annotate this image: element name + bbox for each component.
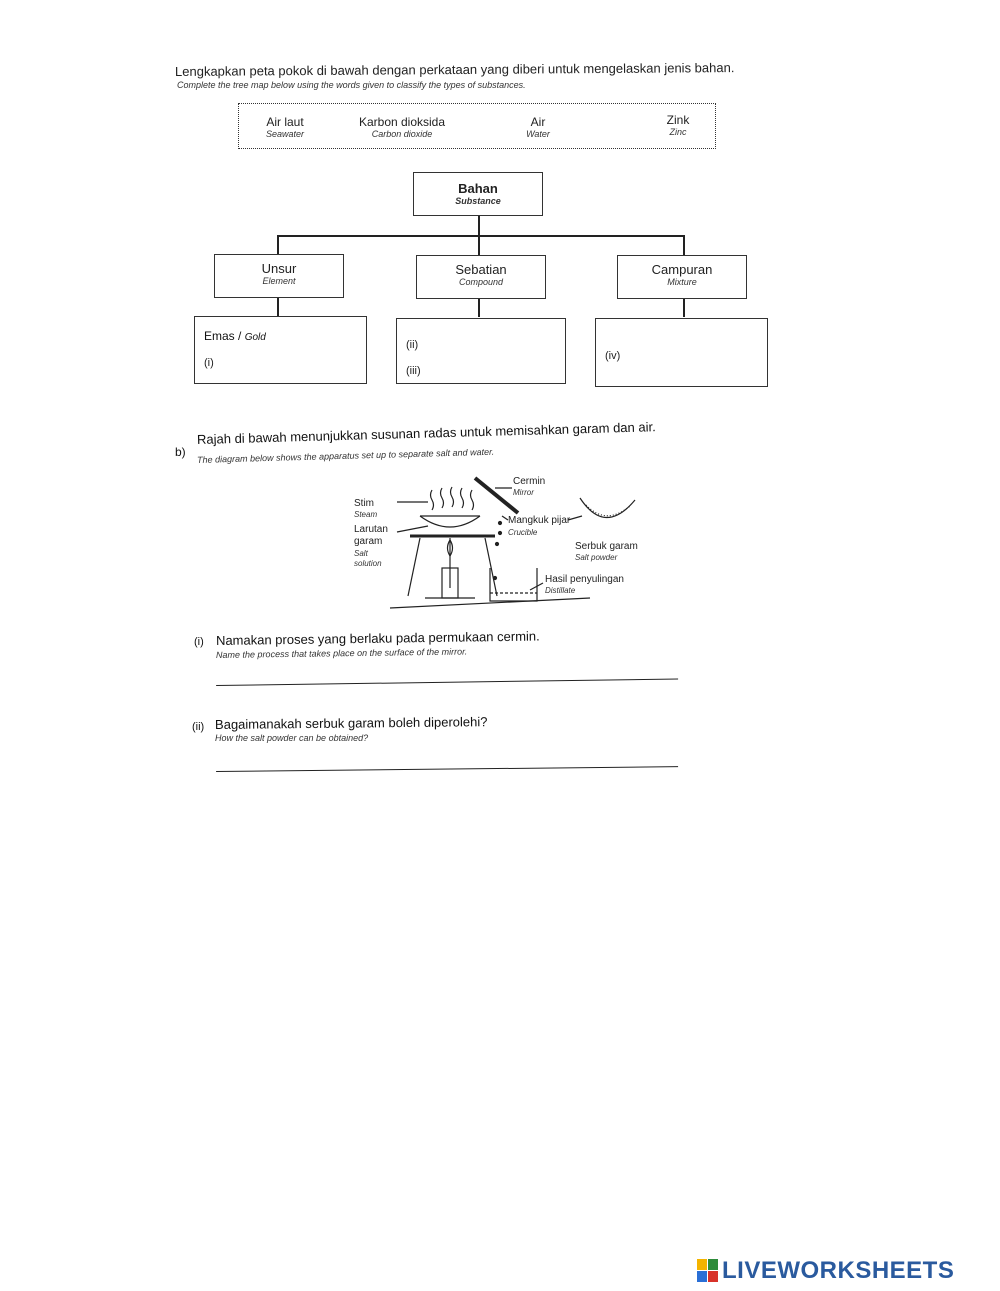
- word-zinc: [655, 113, 701, 137]
- root-box: [413, 172, 543, 216]
- blank-label-i: (i): [204, 357, 214, 369]
- part-b-label: b): [175, 445, 186, 459]
- label-solution-en-2: solution: [354, 559, 382, 568]
- stem-element: [277, 235, 279, 255]
- word-seawater-ms: Air laut: [266, 115, 304, 129]
- answer-input-iv[interactable]: [634, 345, 762, 363]
- instruction-ms: Lengkapkan peta pokok di bawah dengan perkataan yang diberi untuk mengelaskan jenis bahan.: [174, 60, 735, 79]
- label-crucible-en: Crucible: [508, 528, 538, 537]
- root-stem: [478, 216, 480, 236]
- label-powder-ms: Serbuk garam: [575, 541, 638, 552]
- stem-compound: [478, 235, 480, 255]
- word-carbon-dioxide-en: Carbon dioxide: [371, 129, 433, 139]
- compound-label-ms: Sebatian: [455, 262, 507, 277]
- word-zinc-en: Zinc: [669, 127, 687, 137]
- q2-answer-input[interactable]: [216, 746, 678, 772]
- q1-number: (i): [194, 636, 204, 648]
- part-b-question-ms: Rajah di bawah menunjukkan susunan radas untuk memisahkan garam dan air.: [196, 419, 656, 447]
- q1-answer-input[interactable]: [216, 659, 678, 686]
- apparatus-diagram: [350, 468, 650, 613]
- element-label-ms: Unsur: [261, 261, 297, 276]
- word-water-en: Water: [526, 129, 550, 139]
- q1-text-en: Name the process that takes place on the surface of the mirror.: [215, 646, 468, 660]
- word-carbon-dioxide: [350, 115, 454, 139]
- word-water-ms: Air: [530, 115, 546, 129]
- part-b-question-en: The diagram below shows the apparatus set up to separate salt and water.: [196, 446, 495, 465]
- word-seawater-en: Seawater: [265, 129, 305, 139]
- label-steam-en: Steam: [354, 510, 378, 519]
- blank-label-iv: (iv): [605, 350, 621, 362]
- stem-compound-answer: [478, 299, 480, 317]
- word-carbon-dioxide-ms: Karbon dioksida: [358, 115, 446, 129]
- q2-number: (ii): [192, 721, 205, 733]
- tree-crossbar: [277, 235, 685, 237]
- element-answer-box: [194, 316, 367, 384]
- label-steam-ms: Stim: [354, 498, 374, 509]
- brand-logo[interactable]: [697, 1257, 992, 1285]
- element-example: [204, 329, 266, 343]
- element-box: [214, 254, 344, 298]
- q2-text-ms: Bagaimanakah serbuk garam boleh diperolehi?: [214, 714, 488, 732]
- label-powder-en: Salt powder: [575, 553, 618, 562]
- label-distillate-en: Distillate: [545, 586, 576, 595]
- answer-input-iii[interactable]: [433, 359, 559, 377]
- element-example-ms: Emas /: [204, 329, 242, 343]
- label-crucible-ms: Mangkuk pijar: [508, 515, 571, 526]
- label-distillate-ms: Hasil penyulingan: [545, 574, 624, 585]
- root-label-en: Substance: [455, 196, 501, 206]
- word-seawater: [250, 115, 320, 139]
- element-label-en: Element: [262, 276, 296, 286]
- mixture-answer-box: [595, 318, 768, 387]
- word-zinc-ms: Zink: [666, 113, 690, 127]
- label-solution-ms-2: garam: [354, 536, 383, 547]
- stem-mixture-answer: [683, 299, 685, 317]
- q1-text-ms: Namakan proses yang berlaku pada permukaan cermin.: [215, 628, 540, 648]
- word-water: [513, 115, 563, 139]
- q2-text-en: How the salt powder can be obtained?: [215, 733, 369, 743]
- blank-label-ii: (ii): [406, 339, 419, 351]
- stem-element-answer: [277, 298, 279, 316]
- stem-mixture: [683, 235, 685, 255]
- brand-logo-icon: [697, 1259, 719, 1283]
- label-solution-ms-1: Larutan: [354, 524, 388, 535]
- instruction-en: Complete the tree map below using the words given to classify the types of substances.: [177, 80, 526, 90]
- brand-text: LIVEWORKSHEETS: [722, 1257, 955, 1284]
- answer-input-ii[interactable]: [433, 333, 559, 351]
- compound-answer-box: [396, 318, 566, 384]
- label-mirror-ms: Cermin: [513, 476, 546, 487]
- answer-input-i[interactable]: [231, 353, 361, 371]
- label-mirror-en: Mirror: [513, 488, 534, 497]
- mixture-label-en: Mixture: [667, 277, 697, 287]
- compound-label-en: Compound: [458, 277, 504, 287]
- mixture-box: [617, 255, 747, 299]
- label-solution-en-1: Salt: [354, 549, 368, 558]
- root-label-ms: Bahan: [458, 181, 498, 196]
- mixture-label-ms: Campuran: [651, 262, 713, 277]
- compound-box: [416, 255, 546, 299]
- element-example-en: Gold: [244, 332, 266, 343]
- blank-label-iii: (iii): [406, 365, 421, 377]
